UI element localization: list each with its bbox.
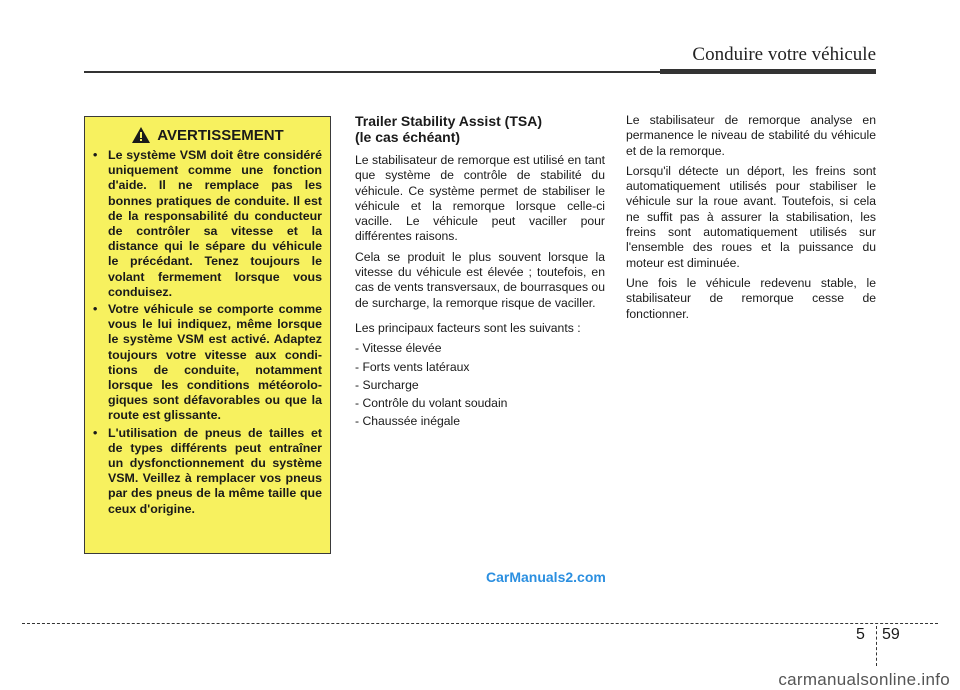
factor-item: - Contrôle du volant soudain (355, 396, 508, 411)
warning-list (93, 148, 322, 517)
factors-list (355, 341, 605, 429)
warning-header (93, 126, 322, 144)
tsa-heading (355, 113, 605, 145)
factor-item: - Chaussée inégale (355, 414, 461, 429)
header-rule-accent (660, 69, 876, 74)
tsa-heading-line2: (le cas échéant) (355, 129, 461, 145)
footer-rule (22, 623, 938, 624)
factor-item: - Surcharge (355, 377, 419, 392)
factor-item: - Forts vents latéraux (355, 359, 470, 374)
operation-paragraph: Une fois le véhicule redevenu stable, le stabilisateur de remorque cesse de fonctionner. (626, 275, 876, 321)
warning-item: • Votre véhicule se comporte comme vous le lui indiquez, même lorsque le système VSM est activé. Adaptez toujours votre vitesse aux condi-tions de conduite, notamment lorsque les conditions météorolo-giques sont défavorables ou que la route est glissante. (93, 302, 322, 424)
page-number-divider (876, 626, 877, 666)
warning-box (84, 116, 331, 554)
warning-title: AVERTISSEMENT (157, 126, 284, 144)
footer-site-watermark: carmanualsonline.info (778, 670, 950, 689)
tsa-column (355, 113, 605, 433)
warning-item: • Le système VSM doit être considéré uniquement comme une fonction d'aide. Il ne remplace pas les bonnes pratiques de conduite. Il est de la responsabilité du conducteur de contrôler sa vitesse et la distance qui le sépare du véhicule le précédant. Tenez toujours le volant fermement lorsque vous conduisez. (93, 148, 322, 300)
warning-triangle-icon (131, 126, 151, 144)
operation-paragraph: Le stabilisateur de remorque analyse en permanence le niveau de stabilité du véhicule et de la remorque. (626, 113, 876, 158)
factor-item: - Vitesse élevée (355, 341, 442, 356)
header-rule (84, 71, 660, 73)
warning-item: • L'utilisation de pneus de tailles et de types différents peut entraîner un dysfonctionnement du système VSM. Veillez à remplacer vos pneus par des pneus de la même taille que ceux d'origine. (93, 426, 322, 517)
tsa-heading-line1: Trailer Stability Assist (TSA) (355, 113, 542, 129)
factors-intro: Les principaux facteurs sont les suivants : (355, 320, 581, 335)
tsa-operation-column (626, 113, 876, 327)
tsa-paragraph: Le stabilisateur de remorque est utilisé en tant que système de contrôle de stabilité du véhicule. Ce système permet de stabiliser le véhicule et la remorque lorsque celle-ci vacille. Le véhicule peut vaciller pour différentes raisons. (355, 153, 605, 244)
watermark-link[interactable]: CarManuals2.com (486, 569, 606, 585)
tsa-paragraph: Cela se produit le plus souvent lorsque la vitesse du véhicule est élevée ; toutefois, en cas de vents transversaux, de bourrasques ou de surcharge, la remorque risque de vaciller. (355, 249, 605, 310)
section-title: Conduire votre véhicule (692, 44, 876, 65)
chapter-number: 5 (856, 626, 865, 643)
operation-paragraph: Lorsqu'il détecte un déport, les freins sont automatiquement utilisés pour stabiliser le véhicule sur la roue avant. Toutefois, si cela ne suffit pas à assurer la stabilisation, les freins sont automatiquement utilisés sur l'ensemble des roues et la puissance du moteur est diminuée. (626, 163, 876, 270)
page-number: 59 (882, 626, 900, 643)
